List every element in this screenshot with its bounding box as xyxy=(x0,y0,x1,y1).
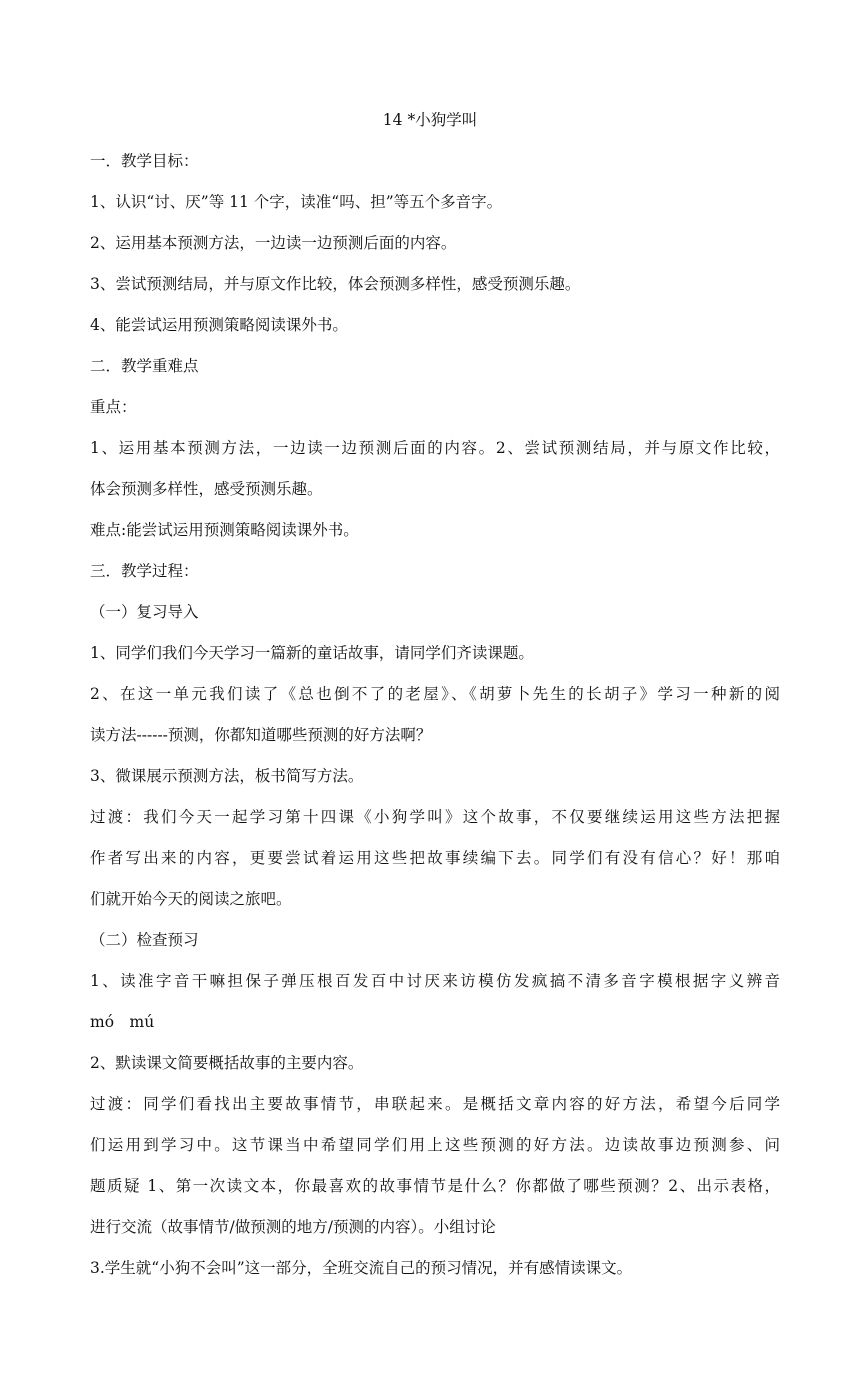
paragraph-line: 作者写出来的内容，更要尝试着运用这些把故事续编下去。同学们有没有信心？好！那咱 xyxy=(90,849,780,867)
heading-key-points: 二．教学重难点 xyxy=(90,357,199,375)
paragraph-line: 过渡：同学们看找出主要故事情节，串联起来。是概括文章内容的好方法，希望今后同学 xyxy=(90,1095,780,1113)
paragraph-line: 2、运用基本预测方法，一边读一边预测后面的内容。 xyxy=(90,234,457,252)
paragraph-line: 读方法------预测，你都知道哪些预测的好方法啊？ xyxy=(90,726,432,744)
paragraph-line: 2、在这一单元我们读了《总也倒不了的老屋》、《胡萝卜先生的长胡子》学习一种新的阅 xyxy=(90,685,780,703)
paragraph-line: 体会预测多样性，感受预测乐趣。 xyxy=(90,480,323,498)
paragraph-line: 1、运用基本预测方法，一边读一边预测后面的内容。2、尝试预测结局，并与原文作比较， xyxy=(90,439,780,457)
paragraph-line: 2、默读课文简要概括故事的主要内容。 xyxy=(90,1054,364,1072)
paragraph-line: 1、认识“讨、厌”等 11 个字，读准“吗、担”等五个多音字。 xyxy=(90,193,503,211)
paragraph-line: 重点： xyxy=(90,398,137,416)
paragraph-line: 4、能尝试运用预测策略阅读课外书。 xyxy=(90,316,348,334)
paragraph-line: 1、同学们我们今天学习一篇新的童话故事，请同学们齐读课题。 xyxy=(90,644,534,662)
subheading-preview-check: （二）检查预习 xyxy=(90,931,199,949)
paragraph-line: 3、微课展示预测方法，板书简写方法。 xyxy=(90,767,364,785)
paragraph-line: 们运用到学习中。这节课当中希望同学们用上这些预测的好方法。边读故事边预测参、问 xyxy=(90,1136,780,1154)
paragraph-line: 过渡：我们今天一起学习第十四课《小狗学叫》这个故事，不仅要继续运用这些方法把握 xyxy=(90,808,780,826)
paragraph-line: 1、读准字音干嘛担保子弹压根百发百中讨厌来访模仿发疯搞不清多音字模根据字义辨音 xyxy=(90,972,780,990)
paragraph-line: 进行交流（故事情节/做预测的地方/预测的内容）。小组讨论 xyxy=(90,1218,496,1236)
heading-teaching-process: 三．教学过程： xyxy=(90,562,199,580)
pinyin-line: mó mú xyxy=(90,1013,155,1031)
paragraph-line: 题质疑 1、第一次读文本，你最喜欢的故事情节是什么？你都做了哪些预测？2、出示表格， xyxy=(90,1177,780,1195)
subheading-review: （一）复习导入 xyxy=(90,603,199,621)
paragraph-line: 3.学生就“小狗不会叫”这一部分，全班交流自己的预习情况，并有感情读课文。 xyxy=(90,1259,633,1277)
paragraph-line: 3、尝试预测结局，并与原文作比较，体会预测多样性，感受预测乐趣。 xyxy=(90,275,581,293)
paragraph-line: 难点:能尝试运用预测策略阅读课外书。 xyxy=(90,521,359,539)
heading-teaching-goals: 一．教学目标： xyxy=(90,152,199,170)
document-title: 14 *小狗学叫 xyxy=(382,111,478,129)
paragraph-line: 们就开始今天的阅读之旅吧。 xyxy=(90,890,292,908)
